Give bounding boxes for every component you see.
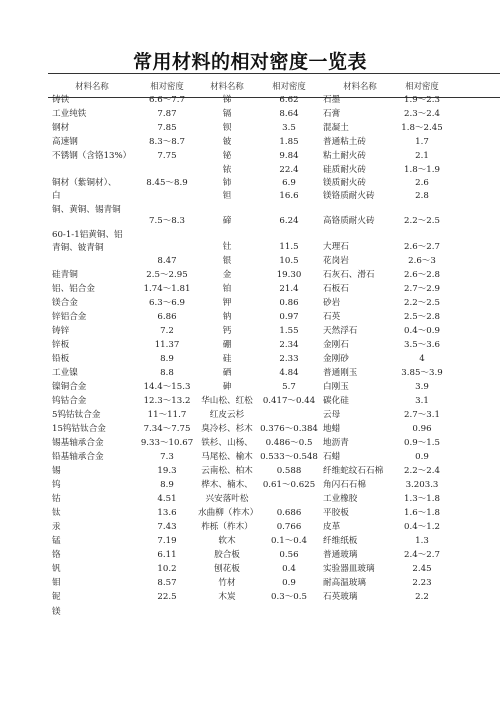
table-cell-col2-name: 木炭 <box>218 592 236 602</box>
table-cell-col2-name: 铋 <box>222 151 232 161</box>
table-cell-col1-name: 青铜、铍青铜 <box>52 243 104 253</box>
table-cell-col2-name: 软木 <box>218 536 236 546</box>
table-cell-col3-name: 平胶板 <box>323 508 349 518</box>
table-cell-col3-density: 0.4～0.9 <box>404 326 440 336</box>
table-cell-col2-density: 0.86 <box>279 298 299 308</box>
table-cell-col3-name: 耐高温玻璃 <box>323 578 366 588</box>
table-cell-col2-name: 柞栎（柞木） <box>201 522 253 532</box>
table-cell-col2-name: 华山松、红松 <box>201 396 253 406</box>
table-cell-col3-density: 2.6～2.7 <box>404 242 440 252</box>
table-cell-col1-density: 1.74～1.81 <box>143 284 191 294</box>
table-cell-col2-density: 0.376～0.384 <box>260 424 318 434</box>
table-cell-col1-name: 不锈钢（含铬13%） <box>52 151 132 161</box>
table-cell-col3-density: 1.3～1.8 <box>404 494 440 504</box>
table-top-rule <box>48 73 500 74</box>
table-cell-col2-name: 碲 <box>222 216 232 226</box>
table-cell-col3-density: 0.9 <box>415 452 429 462</box>
table-cell-col2-name: 钍 <box>222 242 232 252</box>
table-cell-col3-name: 石墨 <box>323 95 341 105</box>
table-cell-col1-name: 铝、铝合金 <box>52 284 95 294</box>
table-cell-col3-name: 碳化硅 <box>323 396 349 406</box>
header-material-name-3: 材料名称 <box>343 81 377 91</box>
table-cell-col3-density: 1.9～2.3 <box>404 95 440 105</box>
table-cell-col2-density: 0.9 <box>282 578 296 588</box>
table-cell-col1-density: 8.45～8.9 <box>146 178 188 188</box>
table-cell-col3-density: 0.4～1.2 <box>404 522 440 532</box>
table-cell-col3-density: 3.5～3.6 <box>404 340 440 350</box>
table-cell-col2-name: 银 <box>222 256 232 266</box>
table-cell-col1-name: 铸铁 <box>52 95 70 105</box>
table-cell-col3-density: 2.3～2.4 <box>404 109 440 119</box>
table-cell-col3-name: 天然浮石 <box>323 326 358 336</box>
table-cell-col1-density: 7.43 <box>157 522 177 532</box>
table-cell-col2-density: 11.5 <box>279 242 299 252</box>
table-cell-col2-density: 0.1～0.4 <box>271 536 307 546</box>
table-cell-col2-name: 锑 <box>222 95 232 105</box>
table-cell-col3-density: 2.1 <box>415 151 429 161</box>
table-cell-col2-density: 0.97 <box>279 312 299 322</box>
table-cell-col1-name: 镁 <box>52 607 61 617</box>
table-cell-col2-name: 桦木、楠木、 <box>201 480 253 490</box>
table-cell-col1-density: 22.5 <box>157 592 177 602</box>
table-cell-col3-name: 石英 <box>323 312 341 322</box>
table-cell-col2-density: 1.85 <box>279 137 299 147</box>
table-cell-col1-density: 19.3 <box>157 466 177 476</box>
table-cell-col2-density: 0.486～0.5 <box>265 438 313 448</box>
table-cell-col1-density: 8.47 <box>157 256 177 266</box>
table-cell-col2-name: 铱 <box>222 165 232 175</box>
table-cell-col2-name: 铂 <box>222 284 232 294</box>
table-cell-col3-name: 金刚砂 <box>323 354 349 364</box>
table-cell-col2-name: 刨花板 <box>214 564 240 574</box>
table-cell-col2-density: 0.56 <box>279 550 299 560</box>
table-cell-col1-name: 钛 <box>52 508 61 518</box>
table-cell-col1-name: 锰 <box>52 536 61 546</box>
table-cell-col3-name: 地沥青 <box>323 438 349 448</box>
table-cell-col2-name: 钙 <box>222 326 232 336</box>
table-cell-col1-density: 7.2 <box>160 326 174 336</box>
table-cell-col1-density: 6.86 <box>157 312 177 322</box>
table-cell-col1-name: 60-1-1铝黄铜、铝 <box>52 230 123 240</box>
table-cell-col2-name: 金 <box>222 270 232 280</box>
table-cell-col1-name: 汞 <box>52 522 61 532</box>
table-cell-col3-name: 石膏 <box>323 109 341 119</box>
table-cell-col1-density: 2.5～2.95 <box>146 270 188 280</box>
table-cell-col3-name: 普通刚玉 <box>323 368 358 378</box>
table-cell-col3-name: 普通粘土砖 <box>323 137 366 147</box>
table-cell-col1-name: 锡 <box>52 466 61 476</box>
table-cell-col1-name: 钨钴合金 <box>52 396 87 406</box>
table-cell-col3-name: 大理石 <box>323 242 349 252</box>
table-cell-col3-density: 3.203.3 <box>405 480 439 490</box>
table-cell-col1-density: 8.57 <box>157 578 177 588</box>
table-cell-col1-name: 铸锌 <box>52 326 70 336</box>
table-cell-col3-density: 3.9 <box>415 382 429 392</box>
header-density-2: 相对密度 <box>272 81 306 91</box>
table-cell-col1-density: 7.3 <box>160 452 174 462</box>
table-cell-col2-name: 铈 <box>222 178 232 188</box>
table-cell-col2-density: 2.33 <box>279 354 299 364</box>
table-cell-col1-name: 锡基轴承合金 <box>52 438 104 448</box>
table-cell-col2-name: 硅 <box>222 354 232 364</box>
table-cell-col3-density: 2.2 <box>415 592 429 602</box>
table-cell-col2-density: 21.4 <box>279 284 299 294</box>
table-cell-col2-density: 8.64 <box>279 109 299 119</box>
table-cell-col1-name: 钨 <box>52 480 61 490</box>
table-cell-col3-density: 2.23 <box>412 578 432 588</box>
table-cell-col3-density: 1.3 <box>415 536 429 546</box>
table-cell-col3-name: 硅质耐火砖 <box>323 165 366 175</box>
table-cell-col3-name: 高铬质耐火砖 <box>323 216 375 226</box>
table-cell-col1-name: 高速钢 <box>52 137 78 147</box>
table-cell-col2-name: 臭冷杉、杉木 <box>201 424 253 434</box>
table-cell-col3-name: 工业橡胶 <box>323 494 358 504</box>
table-cell-col2-density: 0.3～0.5 <box>271 592 307 602</box>
table-cell-col3-name: 石蜡 <box>323 452 341 462</box>
table-cell-col3-name: 白刚玉 <box>323 382 349 392</box>
table-cell-col2-density: 0.417～0.44 <box>262 396 316 406</box>
table-cell-col3-density: 2.2～2.5 <box>404 298 440 308</box>
table-cell-col3-density: 3.85～3.9 <box>401 368 443 378</box>
table-cell-col3-density: 2.7～3.1 <box>404 410 440 420</box>
table-cell-col1-density: 10.2 <box>157 564 177 574</box>
table-cell-col3-density: 2.45 <box>412 564 432 574</box>
table-cell-col1-density: 11.37 <box>154 340 180 350</box>
header-material-name-2: 材料名称 <box>210 81 244 91</box>
table-cell-col3-density: 3.1 <box>415 396 429 406</box>
table-cell-col3-density: 2.5～2.8 <box>404 312 440 322</box>
table-cell-col3-density: 2.8 <box>415 191 429 201</box>
table-cell-col1-density: 14.4～15.3 <box>143 382 191 392</box>
table-cell-col1-name: 钴 <box>52 494 61 504</box>
table-cell-col1-name: 钢材 <box>52 123 70 133</box>
table-cell-col2-name: 水曲柳（柞木） <box>198 508 259 518</box>
header-density-3: 相对密度 <box>405 81 439 91</box>
table-cell-col2-density: 6.9 <box>282 178 296 188</box>
table-cell-col1-name: 镁合金 <box>52 298 78 308</box>
table-cell-col3-name: 花岗岩 <box>323 256 349 266</box>
table-cell-col1-density: 7.5～8.3 <box>149 216 185 226</box>
table-cell-col2-name: 钡 <box>222 123 232 133</box>
table-cell-col1-density: 7.85 <box>157 123 177 133</box>
table-cell-col2-name: 马尾松、榆木 <box>201 452 253 462</box>
table-cell-col3-density: 1.8～1.9 <box>404 165 440 175</box>
table-cell-col2-name: 竹材 <box>218 578 236 588</box>
table-cell-col2-density: 6.24 <box>279 216 299 226</box>
table-cell-col1-density: 9.33～10.67 <box>140 438 194 448</box>
table-cell-col2-name: 硒 <box>222 368 232 378</box>
table-cell-col1-density: 12.3～13.2 <box>143 396 191 406</box>
table-cell-col2-name: 砷 <box>222 382 232 392</box>
table-cell-col2-name: 铍 <box>222 137 232 147</box>
table-cell-col1-density: 4.51 <box>157 494 177 504</box>
table-cell-col2-density: 2.34 <box>279 340 299 350</box>
table-cell-col1-density: 8.9 <box>160 480 174 490</box>
table-cell-col1-density: 6.6～7.7 <box>149 95 185 105</box>
table-cell-col1-density: 11～11.7 <box>147 410 187 420</box>
table-cell-col2-name: 铁杉、山杨、 <box>201 438 253 448</box>
table-cell-col3-density: 2.6 <box>415 178 429 188</box>
table-cell-col1-name: 15钨钴钛合金 <box>52 424 106 434</box>
table-cell-col3-name: 石英玻璃 <box>323 592 358 602</box>
table-cell-col2-name: 兴安落叶松 <box>205 494 249 504</box>
table-cell-col2-density: 0.766 <box>276 522 302 532</box>
table-cell-col2-density: 4.84 <box>279 368 299 378</box>
table-cell-col3-name: 普通玻璃 <box>323 550 358 560</box>
table-cell-col3-name: 镁铬质耐火砖 <box>323 191 375 201</box>
table-cell-col3-name: 石板石 <box>323 284 349 294</box>
table-cell-col3-density: 4 <box>419 354 425 364</box>
table-cell-col1-name: 钒 <box>52 564 61 574</box>
table-cell-col1-name: 锌板 <box>52 340 70 350</box>
table-cell-col1-name: 工业镍 <box>52 368 78 378</box>
table-cell-col1-density: 8.9 <box>160 354 174 364</box>
table-cell-col1-density: 7.87 <box>157 109 177 119</box>
table-cell-col2-density: 0.588 <box>276 466 302 476</box>
table-cell-col1-name: 5钨钴钛合金 <box>52 410 101 420</box>
table-cell-col1-name: 钼 <box>52 578 61 588</box>
table-cell-col1-name: 铌 <box>52 592 61 602</box>
table-cell-col3-density: 2.2～2.5 <box>404 216 440 226</box>
table-cell-col2-name: 钾 <box>222 298 232 308</box>
table-cell-col3-density: 2.7～2.9 <box>404 284 440 294</box>
table-cell-col1-name: 硅青铜 <box>52 270 78 280</box>
table-cell-col3-name: 纤维纸板 <box>323 536 358 546</box>
table-cell-col3-name: 金刚石 <box>323 340 349 350</box>
table-cell-col2-density: 0.533～0.548 <box>260 452 318 462</box>
table-cell-col3-name: 粘土耐火砖 <box>323 151 366 161</box>
table-cell-col3-name: 角闪石石棉 <box>323 480 366 490</box>
table-cell-col3-density: 2.6～2.8 <box>404 270 440 280</box>
table-cell-col2-name: 云南松、柏木 <box>201 466 253 476</box>
table-cell-col3-name: 纤维蛇纹石石棉 <box>323 466 384 476</box>
table-cell-col1-density: 7.34～7.75 <box>143 424 191 434</box>
table-cell-col2-density: 16.6 <box>279 191 299 201</box>
table-cell-col1-name: 镍铜合金 <box>52 382 87 392</box>
table-cell-col1-density: 8.3～8.7 <box>149 137 185 147</box>
table-cell-col3-density: 1.8～2.45 <box>401 123 443 133</box>
table-cell-col2-name: 硼 <box>222 340 232 350</box>
page-title: 常用材料的相对密度一览表 <box>132 51 367 73</box>
table-cell-col2-density: 5.7 <box>282 382 296 392</box>
table-cell-col3-density: 0.9～1.5 <box>404 438 440 448</box>
table-cell-col2-name: 红皮云杉 <box>209 410 245 420</box>
table-cell-col2-name: 胶合板 <box>214 550 240 560</box>
table-cell-col2-density: 1.55 <box>279 326 299 336</box>
table-cell-col1-density: 6.3～6.9 <box>149 298 185 308</box>
table-cell-col1-density: 7.19 <box>157 536 177 546</box>
table-cell-col2-density: 0.686 <box>276 508 302 518</box>
table-cell-col2-density: 0.4 <box>282 564 296 574</box>
table-cell-col1-name: 锌铝合金 <box>52 312 87 322</box>
table-cell-col3-name: 砂岩 <box>323 298 341 308</box>
table-cell-col1-name: 白 <box>52 191 61 201</box>
table-cell-col2-density: 19.30 <box>276 270 302 280</box>
table-cell-col2-density: 10.5 <box>279 256 299 266</box>
header-material-name-1: 材料名称 <box>75 81 109 91</box>
table-cell-col3-density: 2.2～2.4 <box>404 466 440 476</box>
table-cell-col3-name: 地蜡 <box>323 424 341 434</box>
table-cell-col1-density: 8.8 <box>160 368 174 378</box>
table-cell-col2-density: 22.4 <box>279 165 299 175</box>
table-cell-col1-density: 7.75 <box>157 151 177 161</box>
table-cell-col3-density: 1.6～1.8 <box>404 508 440 518</box>
table-cell-col3-name: 石灰石、滑石 <box>323 270 375 280</box>
table-cell-col3-density: 2.6～3 <box>408 256 436 266</box>
table-cell-col3-name: 镁质耐火砖 <box>323 178 366 188</box>
header-density-1: 相对密度 <box>150 81 184 91</box>
table-cell-col1-name: 铜材（紫铜材）、 <box>52 178 117 188</box>
table-cell-col2-name: 镉 <box>222 109 232 119</box>
table-cell-col3-name: 混凝土 <box>323 123 349 133</box>
table-cell-col3-density: 1.7 <box>415 137 429 147</box>
table-cell-col1-name: 铜、黄铜、锡青铜 <box>52 205 121 215</box>
table-cell-col2-density: 0.61～0.625 <box>262 480 316 490</box>
table-cell-col2-density: 9.84 <box>279 151 299 161</box>
table-cell-col2-density: 3.5 <box>282 123 296 133</box>
table-cell-col3-name: 云母 <box>323 410 341 420</box>
table-cell-col1-density: 13.6 <box>157 508 177 518</box>
table-cell-col2-name: 钽 <box>222 191 232 201</box>
table-cell-col1-name: 工业纯铁 <box>52 109 87 119</box>
table-cell-col2-name: 钠 <box>222 312 232 322</box>
table-cell-col1-name: 铅基轴承合金 <box>52 452 104 462</box>
table-cell-col3-name: 实验器皿玻璃 <box>323 564 375 574</box>
table-cell-col3-density: 2.4～2.7 <box>404 550 440 560</box>
table-cell-col2-density: 6.62 <box>279 95 299 105</box>
table-cell-col1-density: 6.11 <box>157 550 177 560</box>
table-cell-col1-name: 铬 <box>52 550 61 560</box>
table-cell-col1-name: 铅板 <box>52 354 70 364</box>
table-cell-col3-density: 0.96 <box>412 424 432 434</box>
table-cell-col3-name: 皮革 <box>323 522 341 532</box>
